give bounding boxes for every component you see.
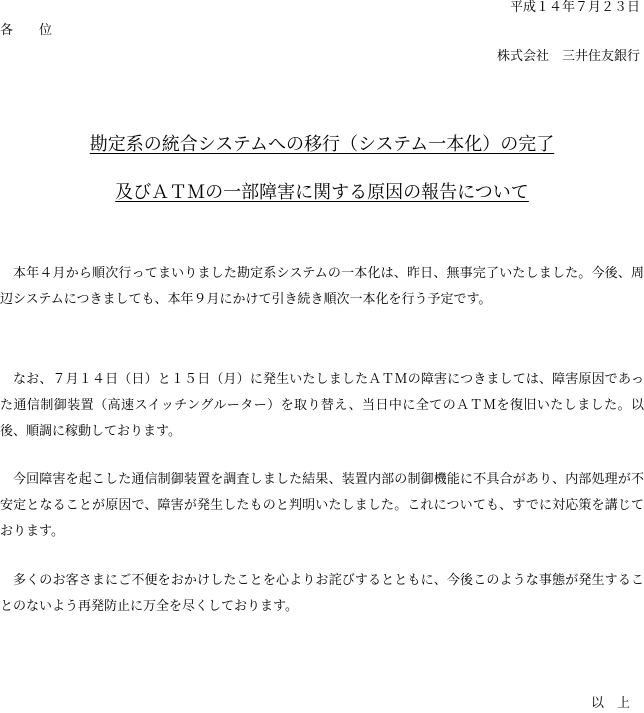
title-line-1-text: 勘定系の統合システムへの移行（システム一本化）の完了 (89, 134, 555, 155)
document-title-line-1 (0, 134, 644, 156)
title-line-2-text: 及びＡＴＭの一部障害に関する原因の報告について (115, 182, 529, 203)
sender-name: 株式会社 三井住友銀行 (496, 49, 640, 64)
body-paragraph-4: 多くのお客さまにご不便をおかけしたことを心よりお詫びするとともに、今後このような事態が発生することのないよう再発防止に万全を尽くしております。 (0, 573, 644, 614)
document-title-line-2 (0, 182, 644, 204)
body-paragraph-3: 今回障害を起こした通信制御装置を調査しました結果、装置内部の制御機能に不具合があり、内部処理が不安定となることが原因で、障害が発生したものと判明いたしました。これについても、すでに対応策を講じております。 (0, 472, 644, 539)
body-paragraph-1: 本年４月から順次行ってまいりました勘定系システムの一本化は、昨日、無事完了いたしました。今後、周辺システムにつきましても、本年９月にかけて引き続き順次一本化を行う予定です。 (0, 266, 644, 307)
addressee: 各 位 (0, 23, 53, 38)
body-paragraph-2: なお、７月１４日（日）と１５日（月）に発生いたしましたＡＴＭの障害につきましては、障害原因であった通信制御装置（高速スイッチングルーター）を取り替え、当日中に全てのＡＴＭを復旧いたしました。以後、順調に稼動しております。 (0, 372, 644, 439)
closing-mark: 以 上 (590, 696, 630, 711)
document-date: 平成１４年７月２３日 (509, 0, 640, 15)
